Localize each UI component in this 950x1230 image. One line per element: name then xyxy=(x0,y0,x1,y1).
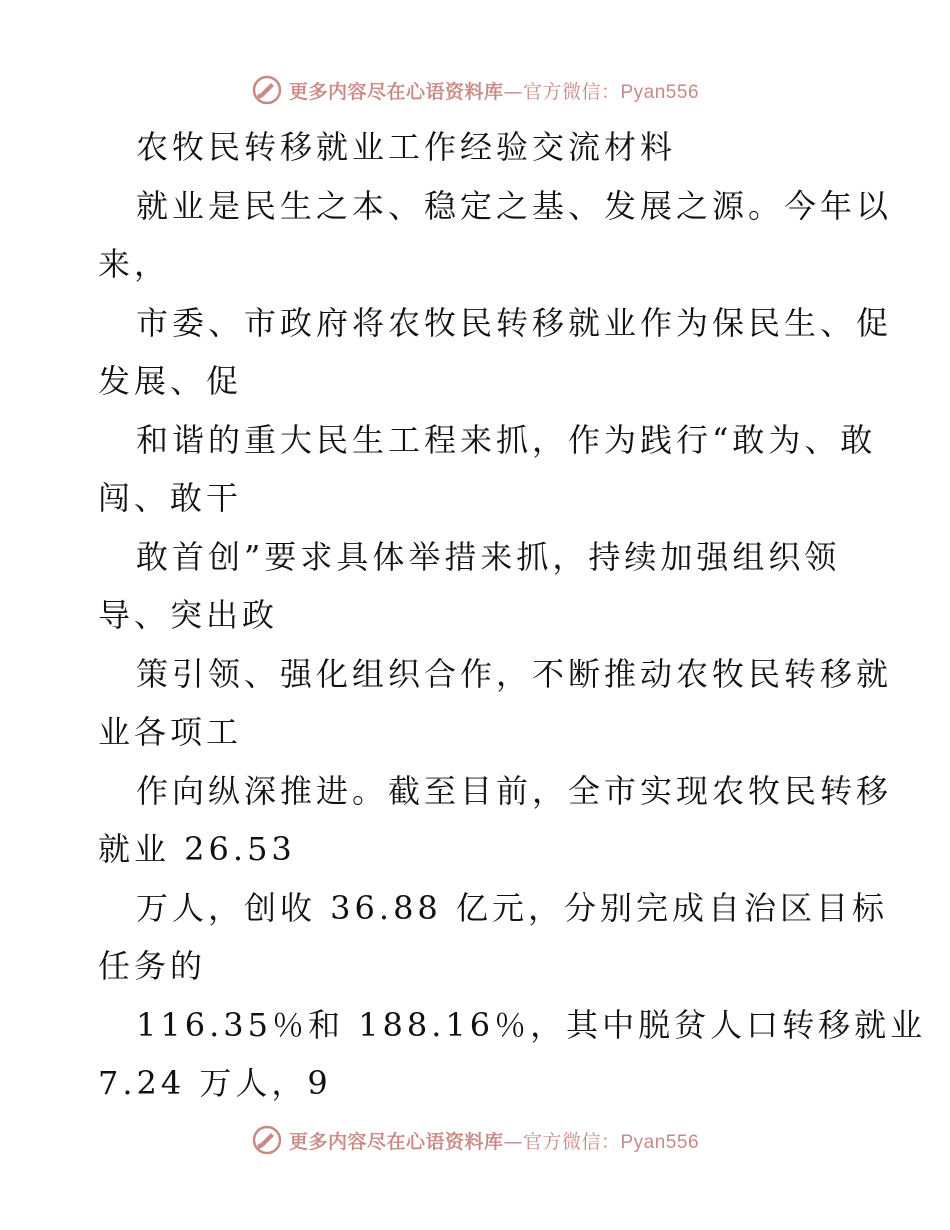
watermark-text: 更多内容尽在心语资料库—官方微信：Pyan556 xyxy=(288,1130,700,1153)
paragraph-line: 市委、市政府将农牧民转移就业作为保民生、促 xyxy=(136,303,893,342)
paragraph-line: 万人，创收 36.88 亿元，分别完成自治区目标 xyxy=(136,888,888,927)
seal-logo-icon xyxy=(251,1124,283,1156)
document-title: 农牧民转移就业工作经验交流材料 xyxy=(136,128,677,166)
paragraph-line: 和谐的重大民生工程来抓，作为践行“敢为、敢 xyxy=(136,420,877,459)
paragraph-line: 业各项工 xyxy=(98,713,243,751)
paragraph-line: 7.24 万人，9 xyxy=(98,1064,332,1102)
paragraph-line: 116.35％和 188.16％，其中脱贫人口转移就业 xyxy=(136,1005,927,1044)
watermark-footer xyxy=(0,1120,950,1160)
paragraph-line: 策引领、强化组织合作，不断推动农牧民转移就 xyxy=(136,654,893,693)
paragraph-line: 作向纵深推进。截至目前，全市实现农牧民转移 xyxy=(136,771,893,810)
seal-logo-icon xyxy=(251,74,283,106)
paragraph-line: 就业是民生之本、稳定之基、发展之源。今年以 xyxy=(136,186,893,225)
paragraph-line: 来， xyxy=(98,245,171,283)
watermark-header xyxy=(0,70,950,110)
paragraph-line: 就业 26.53 xyxy=(98,830,296,868)
paragraph-line: 发展、促 xyxy=(98,362,243,400)
paragraph-line: 闯、敢干 xyxy=(98,479,243,517)
watermark-text: 更多内容尽在心语资料库—官方微信：Pyan556 xyxy=(288,80,700,103)
document-body xyxy=(98,118,927,1113)
paragraph-line: 导、突出政 xyxy=(98,596,279,634)
paragraph-line: 任务的 xyxy=(98,947,207,985)
paragraph-line: 敢首创”要求具体举措来抓，持续加强组织领 xyxy=(136,537,841,576)
